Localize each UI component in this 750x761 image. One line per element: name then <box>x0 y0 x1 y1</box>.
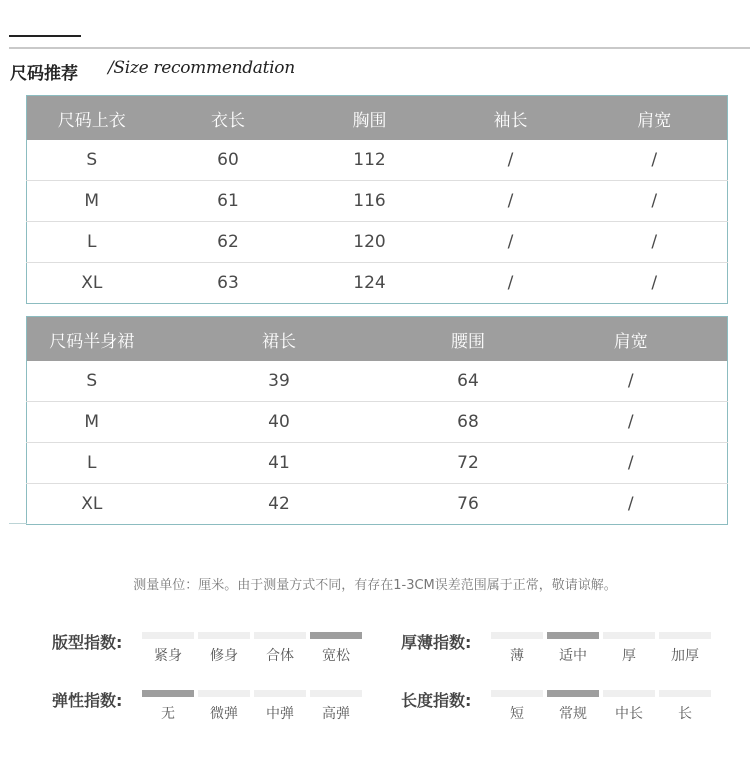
index-option: 紧身 <box>154 648 182 664</box>
top-table-cell: 120 <box>300 222 440 263</box>
skirt-table-cell: XL <box>27 484 157 525</box>
index-bar <box>659 690 711 697</box>
section-title-en: /Size recommendation <box>108 58 295 78</box>
index-bar <box>198 690 250 697</box>
index-bar <box>659 632 711 639</box>
index-option: 适中 <box>559 648 587 664</box>
skirt-table-row <box>27 361 728 402</box>
index-option: 宽松 <box>322 648 350 664</box>
measurement-note: 测量单位：厘米。由于测量方式不同，有存在1-3CM误差范围属于正常，敬请谅解。 <box>133 578 617 593</box>
index-bar-selected <box>547 632 599 639</box>
header-accent-rule <box>9 35 81 37</box>
top-table-header-cell: 胸围 <box>300 96 440 141</box>
skirt-table-row <box>27 443 728 484</box>
top-table-cell: / <box>440 222 582 263</box>
top-table-cell: / <box>440 181 582 222</box>
index-label: 弹性指数: <box>52 691 123 710</box>
index-bar <box>491 632 543 639</box>
top-table-header-cell: 袖长 <box>440 96 582 141</box>
index-label: 版型指数: <box>52 633 123 652</box>
top-table-cell: L <box>27 222 157 263</box>
top-table-cell: S <box>86 150 98 170</box>
index-bar-selected <box>547 690 599 697</box>
top-table-cell: / <box>582 181 728 222</box>
top-table-cell: 60 <box>217 150 239 170</box>
index-bar <box>603 632 655 639</box>
top-table-row <box>27 140 728 181</box>
skirt-table-cell: 40 <box>157 402 402 443</box>
skirt-table-cell: 42 <box>157 484 402 525</box>
index-bar <box>254 690 306 697</box>
index-bar <box>310 690 362 697</box>
skirt-table-row <box>27 484 728 525</box>
index-option: 中长 <box>615 706 643 722</box>
skirt-size-table <box>26 316 728 525</box>
skirt-table-cell: 41 <box>157 443 402 484</box>
index-bar <box>491 690 543 697</box>
skirt-table-header-cell: 肩宽 <box>535 317 728 362</box>
skirt-table-header-cell: 腰围 <box>402 317 535 362</box>
skirt-table-cell: 68 <box>402 402 535 443</box>
skirt-table-cell: / <box>627 371 634 391</box>
skirt-table-cell: 64 <box>457 371 479 391</box>
skirt-table-cell: / <box>535 484 728 525</box>
skirt-table-cell: 76 <box>402 484 535 525</box>
index-label: 厚薄指数: <box>401 633 472 652</box>
top-table-cell: / <box>651 150 658 170</box>
index-option: 修身 <box>210 648 238 664</box>
top-table-header-cell: 衣长 <box>157 96 300 141</box>
index-option: 无 <box>161 706 175 722</box>
skirt-table-cell: L <box>27 443 157 484</box>
index-bar-selected <box>310 632 362 639</box>
header-divider <box>9 47 750 49</box>
top-table-cell: / <box>440 263 582 304</box>
index-option: 微弹 <box>210 706 238 722</box>
top-table-cell: 124 <box>300 263 440 304</box>
top-table-header-cell: 肩宽 <box>582 96 728 141</box>
top-table-cell: 116 <box>300 181 440 222</box>
skirt-table-cell: 39 <box>268 371 290 391</box>
top-table-cell: / <box>582 263 728 304</box>
index-bar-selected <box>142 690 194 697</box>
top-table-cell: 63 <box>157 263 300 304</box>
top-table-row <box>27 181 728 222</box>
skirt-table-cell: 72 <box>402 443 535 484</box>
index-option: 薄 <box>510 648 524 664</box>
skirt-table-cell: / <box>535 443 728 484</box>
section-title-zh: 尺码推荐 <box>10 64 78 84</box>
top-table-header-cell: 尺码上衣 <box>27 96 157 141</box>
top-table-cell: / <box>507 150 514 170</box>
top-table-cell: M <box>27 181 157 222</box>
skirt-table-header-cell: 尺码半身裙 <box>27 317 157 362</box>
top-table-header-row <box>27 96 728 141</box>
top-size-table <box>26 95 728 304</box>
index-option: 常规 <box>559 706 587 722</box>
top-table-cell: 112 <box>353 150 386 170</box>
index-label: 长度指数: <box>401 691 472 710</box>
index-option: 长 <box>678 706 692 722</box>
side-mark-line <box>9 523 27 524</box>
skirt-table-cell: S <box>86 371 98 391</box>
top-table-cell: XL <box>27 263 157 304</box>
index-option: 短 <box>510 706 524 722</box>
index-option: 高弹 <box>322 706 350 722</box>
top-table-row <box>27 222 728 263</box>
top-table-row <box>27 263 728 304</box>
index-bar <box>198 632 250 639</box>
skirt-table-cell: / <box>535 402 728 443</box>
skirt-table-header-cell: 裙长 <box>157 317 402 362</box>
skirt-table-header-row <box>27 317 728 362</box>
index-bar <box>254 632 306 639</box>
index-bar <box>603 690 655 697</box>
top-table-cell: / <box>582 222 728 263</box>
top-table-cell: 62 <box>157 222 300 263</box>
index-bar <box>142 632 194 639</box>
top-table-cell: 61 <box>157 181 300 222</box>
index-option: 加厚 <box>671 648 699 664</box>
skirt-table-row <box>27 402 728 443</box>
index-option: 中弹 <box>266 706 294 722</box>
index-option: 厚 <box>622 648 636 664</box>
skirt-table-cell: M <box>27 402 157 443</box>
index-option: 合体 <box>266 648 294 664</box>
